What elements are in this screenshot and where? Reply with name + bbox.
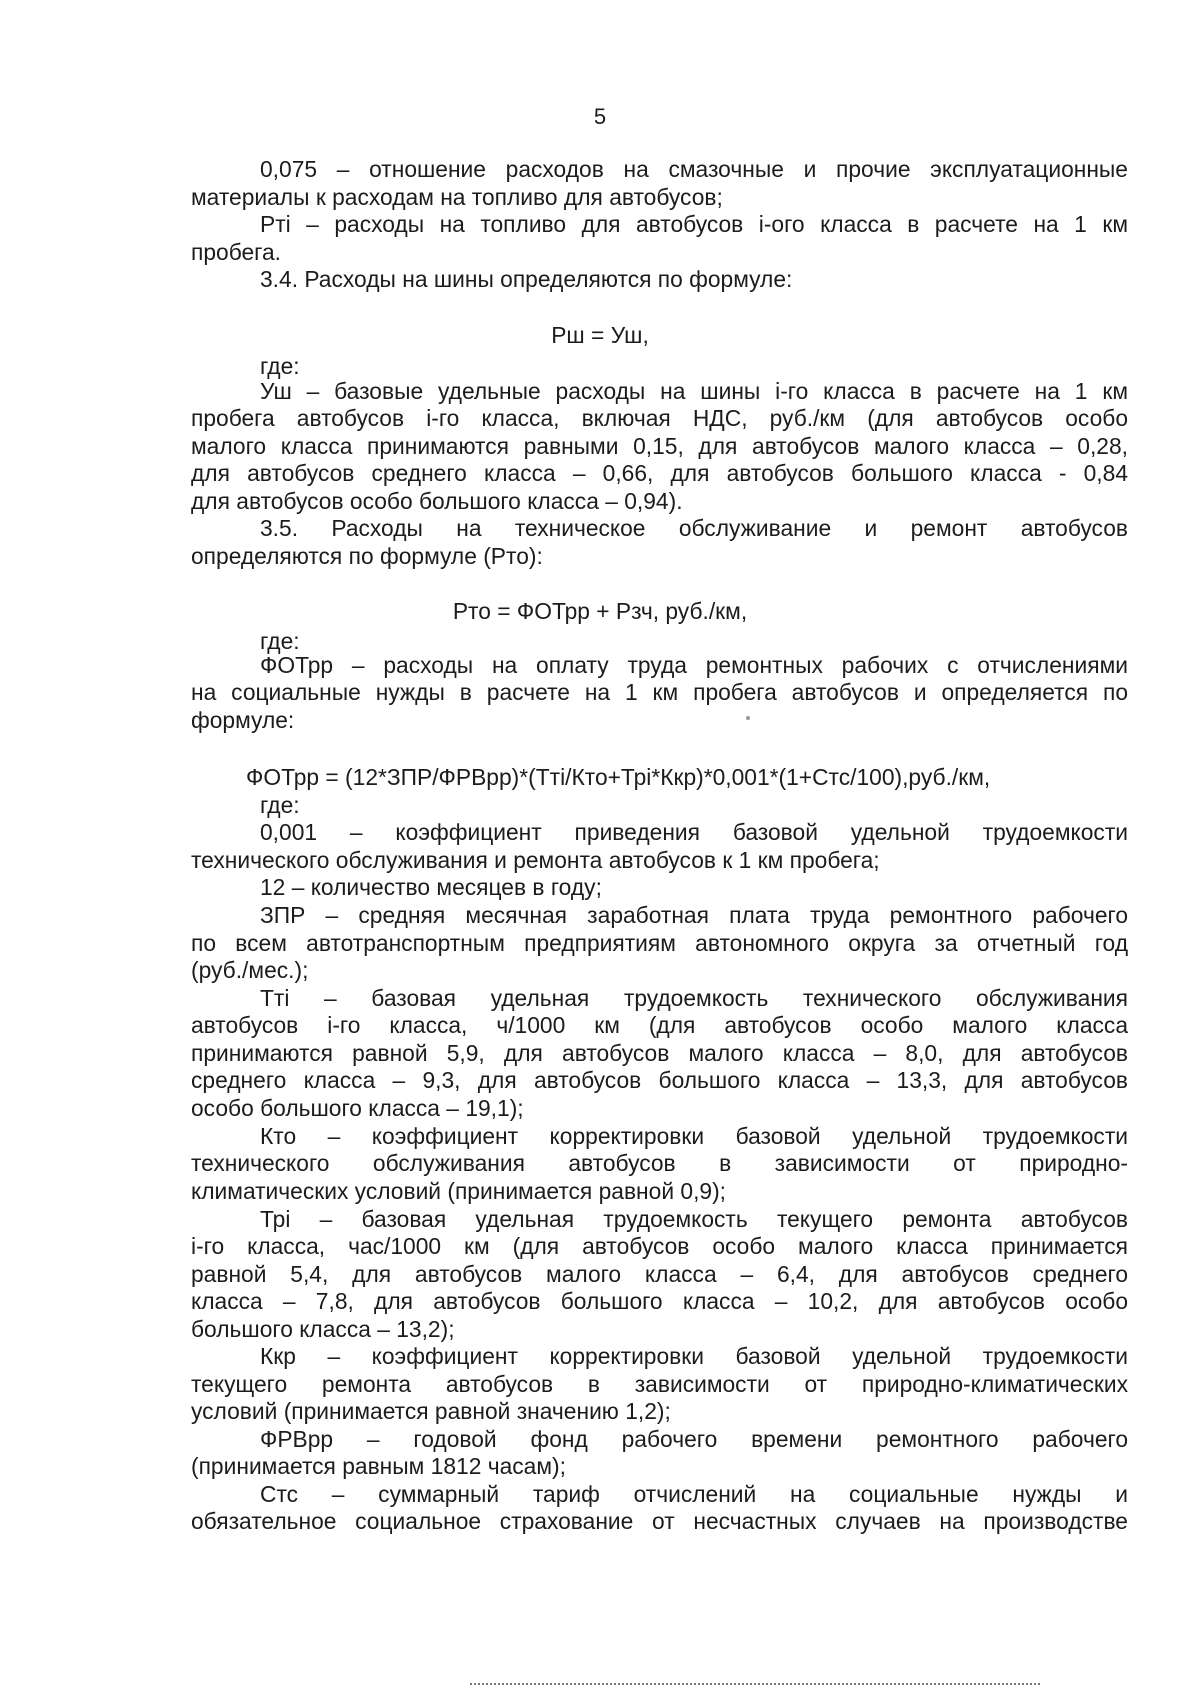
formula-labor-cost: ФОТрр = (12*ЗПР/ФРВрр)*(Ттi/Кто+Трi*Ккр)*0,001*(1+Стс/100),руб./км,	[246, 764, 991, 790]
text-line: Ккр – коэффициент корректировки базовой удельной трудоемкости	[260, 1343, 1128, 1369]
text-line: по всем автотранспортным предприятиям автономного округа за отчетный год	[191, 930, 1128, 956]
text-line: где:	[260, 628, 300, 654]
text-line: Ттi – базовая удельная трудоемкость технического обслуживания	[260, 985, 1128, 1011]
text-line: где:	[260, 353, 300, 379]
text-line: (принимается равным 1812 часам);	[191, 1453, 566, 1479]
text-line: 0,001 – коэффициент приведения базовой удельной трудоемкости	[260, 819, 1128, 845]
text-line: Стс – суммарный тариф отчислений на социальные нужды и	[260, 1481, 1128, 1507]
heading-line: 3.5. Расходы на техническое обслуживание и ремонт автобусов	[260, 515, 1128, 541]
formula-tires: Рш = Уш,	[551, 322, 649, 348]
text-line: ФРВрр – годовой фонд рабочего времени ремонтного рабочего	[260, 1426, 1128, 1452]
text-line: обязательное социальное страхование от несчастных случаев на производстве	[191, 1508, 1128, 1534]
text-line: на социальные нужды в расчете на 1 км пробега автобусов и определяется по	[191, 679, 1128, 705]
text-line: среднего класса – 9,3, для автобусов большого класса – 13,3, для автобусов	[191, 1067, 1128, 1093]
text-line: особо большого класса – 19,1);	[191, 1095, 524, 1121]
formula-maintenance: Рто = ФОТрр + Рзч, руб./км,	[452, 598, 748, 624]
text-line: формуле:	[191, 707, 295, 733]
text-line: материалы к расходам на топливо для автобусов;	[191, 184, 723, 210]
text-line: равной 5,4, для автобусов малого класса – 6,4, для автобусов среднего	[191, 1261, 1128, 1287]
page-number: 5	[593, 104, 607, 129]
text-line: принимаются равной 5,9, для автобусов малого класса – 8,0, для автобусов	[191, 1040, 1128, 1066]
text-line: автобусов i-го класса, ч/1000 км (для автобусов особо малого класса	[191, 1012, 1128, 1038]
text-line: технического обслуживания и ремонта автобусов к 1 км пробега;	[191, 847, 880, 873]
text-line: ФОТрр – расходы на оплату труда ремонтных рабочих с отчислениями	[260, 652, 1128, 678]
text-line: где:	[260, 792, 300, 818]
text-line: Трi – базовая удельная трудоемкость текущего ремонта автобусов	[260, 1206, 1128, 1232]
text-line: для автобусов особо большого класса – 0,94).	[191, 488, 683, 514]
text-line: 0,075 – отношение расходов на смазочные и прочие эксплуатационные	[260, 156, 1128, 182]
footer-rule	[470, 1683, 1040, 1685]
text-line: условий (принимается равной значению 1,2);	[191, 1398, 671, 1424]
text-line: текущего ремонта автобусов в зависимости от природно-климатических	[191, 1371, 1128, 1397]
text-line: i-го класса, час/1000 км (для автобусов особо малого класса принимается	[191, 1233, 1128, 1259]
text-line: 12 – количество месяцев в году;	[260, 874, 602, 900]
text-line: пробега автобусов i-го класса, включая НДС, руб./км (для автобусов особо	[191, 405, 1128, 431]
scan-speck	[746, 716, 750, 720]
text-line: (руб./мес.);	[191, 957, 309, 983]
heading-line: 3.4. Расходы на шины определяются по формуле:	[260, 266, 793, 292]
text-line: для автобусов среднего класса – 0,66, для автобусов большого класса - 0,84	[191, 460, 1128, 486]
text-line: Кто – коэффициент корректировки базовой удельной трудоемкости	[260, 1123, 1128, 1149]
text-line: определяются по формуле (Рто):	[191, 543, 543, 569]
text-line: Pтi – расходы на топливо для автобусов i-ого класса в расчете на 1 км	[260, 211, 1128, 237]
text-line: малого класса принимаются равными 0,15, для автобусов малого класса – 0,28,	[191, 433, 1128, 459]
text-line: большого класса – 13,2);	[191, 1316, 455, 1342]
text-line: класса – 7,8, для автобусов большого класса – 10,2, для автобусов особо	[191, 1288, 1128, 1314]
text-line: пробега.	[191, 239, 282, 265]
text-line: ЗПР – средняя месячная заработная плата труда ремонтного рабочего	[260, 902, 1128, 928]
text-line: технического обслуживания автобусов в зависимости от природно-	[191, 1150, 1128, 1176]
text-line: Уш – базовые удельные расходы на шины i-го класса в расчете на 1 км	[260, 378, 1128, 404]
text-line: климатических условий (принимается равной 0,9);	[191, 1178, 727, 1204]
